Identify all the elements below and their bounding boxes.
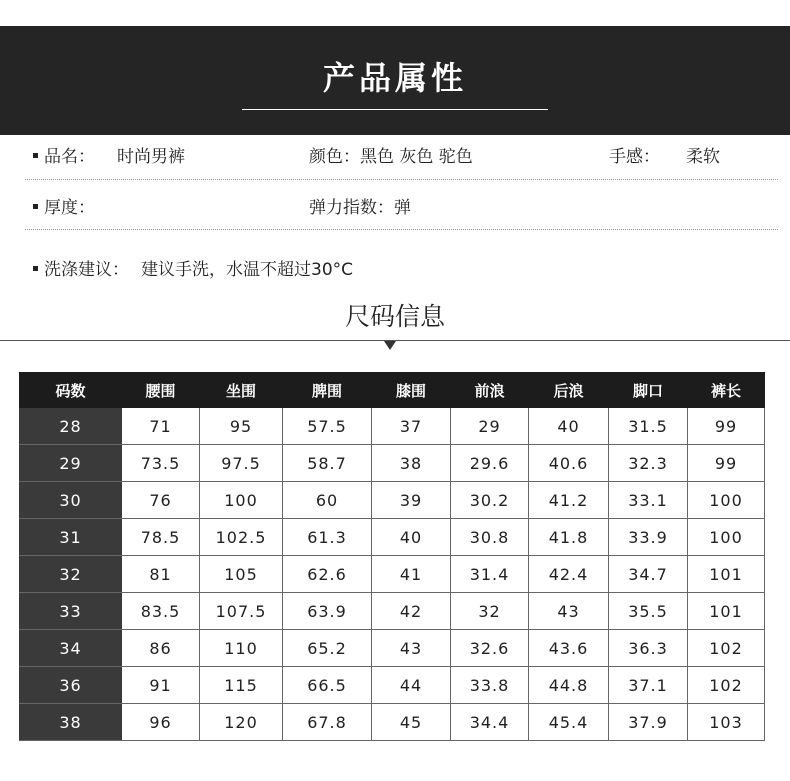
table-cell: 41.2 [529, 482, 609, 519]
table-cell: 35.5 [609, 593, 688, 630]
attr-thickness [33, 197, 95, 219]
table-cell: 97.5 [200, 445, 283, 482]
attr-name-label: 品名： [44, 147, 95, 167]
table-cell: 34.7 [609, 556, 688, 593]
table-cell: 44.8 [529, 667, 609, 704]
size-section-title: 尺码信息 [344, 302, 445, 331]
table-cell: 44 [372, 667, 451, 704]
attr-name-value: 时尚男裤 [117, 147, 185, 167]
table-cell: 102 [688, 630, 765, 667]
table-cell: 43 [372, 630, 451, 667]
table-cell: 100 [200, 482, 283, 519]
table-cell: 96 [122, 704, 200, 741]
table-cell: 63.9 [283, 593, 372, 630]
attr-color-value: 黑色 灰色 驼色 [360, 147, 473, 167]
table-cell: 81 [122, 556, 200, 593]
column-header: 前浪 [451, 373, 529, 408]
column-header: 裤长 [688, 373, 765, 408]
size-code-cell: 38 [20, 704, 122, 741]
table-cell: 29 [451, 408, 529, 445]
size-code-cell: 30 [20, 482, 122, 519]
table-cell: 86 [122, 630, 200, 667]
table-cell: 37.9 [609, 704, 688, 741]
table-cell: 61.3 [283, 519, 372, 556]
dotted-divider [25, 229, 778, 230]
table-cell: 39 [372, 482, 451, 519]
size-table [19, 372, 765, 741]
table-cell: 42 [372, 593, 451, 630]
attr-thickness-label: 厚度： [44, 198, 95, 218]
header-divider [242, 109, 548, 110]
table-cell: 38 [372, 445, 451, 482]
column-header: 脚口 [609, 373, 688, 408]
attr-wash-label: 洗涤建议： [44, 260, 129, 280]
size-code-cell: 34 [20, 630, 122, 667]
attr-color-label: 颜色： [309, 147, 360, 167]
table-cell: 31.5 [609, 408, 688, 445]
table-cell: 34.4 [451, 704, 529, 741]
column-header: 后浪 [529, 373, 609, 408]
table-cell: 100 [688, 482, 765, 519]
column-header: 膝围 [372, 373, 451, 408]
table-cell: 120 [200, 704, 283, 741]
table-cell: 76 [122, 482, 200, 519]
table-cell: 99 [688, 408, 765, 445]
table-row [20, 630, 765, 667]
table-cell: 36.3 [609, 630, 688, 667]
table-row [20, 704, 765, 741]
page-title: 产品属性 [322, 59, 467, 97]
size-table-header [20, 373, 765, 408]
attr-feel [609, 146, 720, 168]
table-cell: 32 [451, 593, 529, 630]
table-row [20, 519, 765, 556]
table-cell: 40.6 [529, 445, 609, 482]
bullet-icon [33, 153, 38, 158]
column-header: 坐围 [200, 373, 283, 408]
table-cell: 30.8 [451, 519, 529, 556]
table-cell: 42.4 [529, 556, 609, 593]
table-cell: 41 [372, 556, 451, 593]
triangle-down-icon [384, 341, 396, 350]
table-row [20, 408, 765, 445]
size-code-cell: 33 [20, 593, 122, 630]
size-code-cell: 32 [20, 556, 122, 593]
table-cell: 105 [200, 556, 283, 593]
table-row [20, 667, 765, 704]
table-cell: 71 [122, 408, 200, 445]
table-cell: 32.3 [609, 445, 688, 482]
size-table-body [20, 408, 765, 741]
table-cell: 57.5 [283, 408, 372, 445]
table-cell: 45.4 [529, 704, 609, 741]
size-code-cell: 31 [20, 519, 122, 556]
table-cell: 32.6 [451, 630, 529, 667]
table-row [20, 445, 765, 482]
size-code-cell: 28 [20, 408, 122, 445]
attr-elasticity-value: 弹 [394, 198, 411, 218]
table-cell: 102 [688, 667, 765, 704]
size-code-cell: 36 [20, 667, 122, 704]
table-cell: 95 [200, 408, 283, 445]
attr-feel-label: 手感： [609, 147, 660, 167]
table-cell: 62.6 [283, 556, 372, 593]
size-code-cell: 29 [20, 445, 122, 482]
table-cell: 67.8 [283, 704, 372, 741]
table-cell: 33.1 [609, 482, 688, 519]
table-cell: 43 [529, 593, 609, 630]
table-cell: 33.9 [609, 519, 688, 556]
table-cell: 37 [372, 408, 451, 445]
table-cell: 101 [688, 556, 765, 593]
table-cell: 31.4 [451, 556, 529, 593]
table-cell: 107.5 [200, 593, 283, 630]
attr-wash-value: 建议手洗，水温不超过30°C [141, 260, 354, 280]
column-header: 码数 [20, 373, 122, 408]
table-row [20, 593, 765, 630]
attr-elasticity-label: 弹力指数： [309, 198, 394, 218]
table-cell: 29.6 [451, 445, 529, 482]
attr-feel-value: 柔软 [686, 147, 720, 167]
table-cell: 40 [372, 519, 451, 556]
table-cell: 43.6 [529, 630, 609, 667]
table-cell: 40 [529, 408, 609, 445]
table-cell: 101 [688, 593, 765, 630]
table-cell: 110 [200, 630, 283, 667]
table-cell: 103 [688, 704, 765, 741]
table-cell: 30.2 [451, 482, 529, 519]
attr-elasticity [309, 197, 411, 219]
table-cell: 58.7 [283, 445, 372, 482]
table-cell: 60 [283, 482, 372, 519]
attr-wash [33, 259, 353, 281]
dotted-divider [25, 179, 778, 180]
table-cell: 37.1 [609, 667, 688, 704]
attr-color [309, 146, 473, 168]
bullet-icon [33, 266, 38, 271]
table-cell: 115 [200, 667, 283, 704]
column-header: 腰围 [122, 373, 200, 408]
table-cell: 65.2 [283, 630, 372, 667]
table-cell: 78.5 [122, 519, 200, 556]
table-cell: 99 [688, 445, 765, 482]
bullet-icon [33, 204, 38, 209]
column-header: 脾围 [283, 373, 372, 408]
table-cell: 33.8 [451, 667, 529, 704]
table-cell: 73.5 [122, 445, 200, 482]
table-cell: 100 [688, 519, 765, 556]
table-cell: 66.5 [283, 667, 372, 704]
table-row [20, 556, 765, 593]
attr-name [33, 146, 185, 168]
table-cell: 45 [372, 704, 451, 741]
table-cell: 41.8 [529, 519, 609, 556]
table-cell: 102.5 [200, 519, 283, 556]
table-cell: 83.5 [122, 593, 200, 630]
table-row [20, 482, 765, 519]
table-cell: 91 [122, 667, 200, 704]
